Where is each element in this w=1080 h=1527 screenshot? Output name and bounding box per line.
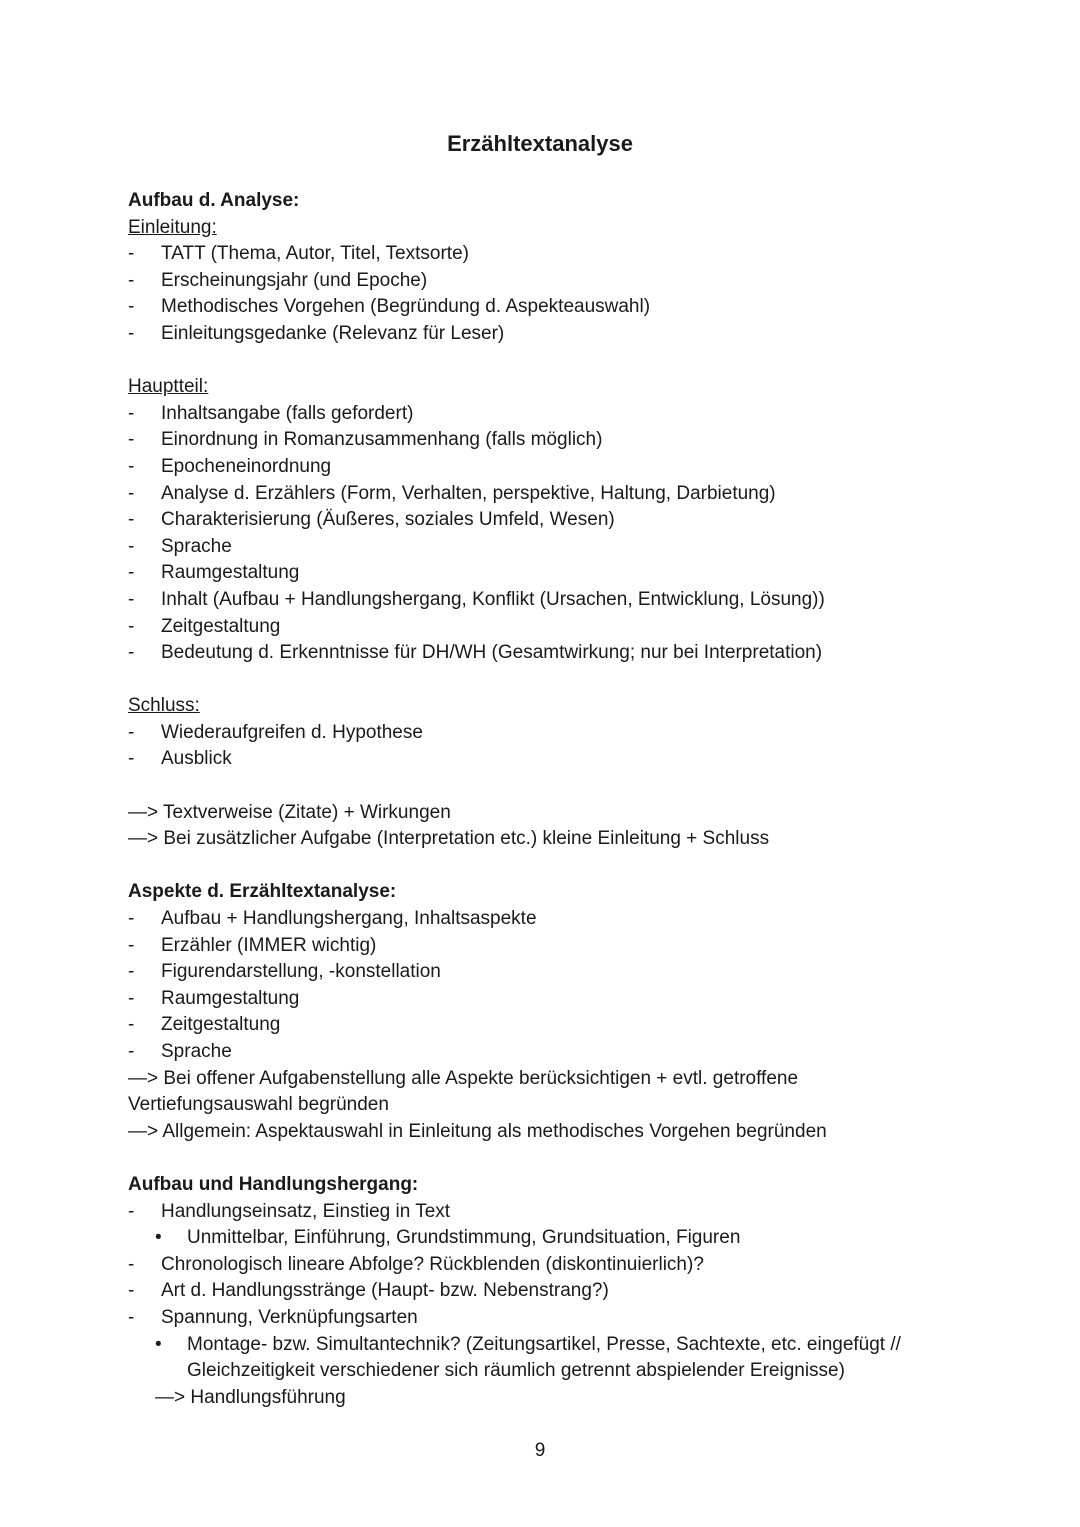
list-item: - Zeitgestaltung <box>128 1014 281 1036</box>
arrow-note-continuation: Vertiefungsauswahl begründen <box>128 1094 389 1116</box>
list-item: - Sprache <box>128 1041 232 1062</box>
arrow-note: —> Bei offener Aufgabenstellung alle Aspekte berücksichtigen + evtl. getroffene <box>128 1067 799 1089</box>
list-item: - Epocheneinordnung <box>128 455 332 477</box>
list-item: - Einordnung in Romanzusammenhang (falls möglich) <box>128 429 603 451</box>
sub-list-item: • Unmittelbar, Einführung, Grundstimmung, Grundsituation, Figuren <box>128 1225 948 1252</box>
bullet-icon: • <box>155 1333 162 1355</box>
page-number: 9 <box>534 1440 546 1461</box>
arrow-note: —> Bei zusätzlicher Aufgabe (Interpretation etc.) kleine Einleitung + Schluss <box>128 828 770 850</box>
section-heading-aufbau: Aufbau d. Analyse: <box>128 190 300 211</box>
list-item: - Erscheinungsjahr (und Epoche) <box>128 269 428 291</box>
page-title: Erzähltextanalyse <box>447 131 633 156</box>
list-item: - Einleitungsgedanke (Relevanz für Leser) <box>128 322 505 344</box>
list-item: - Chronologisch lineare Abfolge? Rückblenden (diskontinuierlich)? <box>128 1253 704 1275</box>
list-item: - Aufbau + Handlungshergang, Inhaltsaspekte <box>128 908 537 930</box>
section-heading-handlung: Aufbau und Handlungshergang: <box>128 1173 419 1195</box>
list-item: - Raumgestaltung <box>128 987 300 1009</box>
arrow-note: —> Allgemein: Aspektauswahl in Einleitung als methodisches Vorgehen begründen <box>128 1120 827 1142</box>
list-item: - TATT (Thema, Autor, Titel, Textsorte) <box>128 243 469 265</box>
list-item: - Methodisches Vorgehen (Begründung d. Aspekteauswahl) <box>128 296 651 318</box>
list-item: - Raumgestaltung <box>128 562 300 584</box>
bullet-icon: • <box>155 1227 162 1249</box>
document-content <box>128 188 948 1411</box>
sub-list-item: • Montage- bzw. Simultantechnik? (Zeitungsartikel, Presse, Sachtexte, etc. eingefügt // <box>128 1332 948 1359</box>
section-heading-aspekte: Aspekte d. Erzähltextanalyse: <box>128 881 397 903</box>
list-item: - Zeitgestaltung <box>128 615 281 637</box>
list-item: - Analyse d. Erzählers (Form, Verhalten, perspektive, Haltung, Darbietung) <box>128 482 776 504</box>
list-item: - Inhalt (Aufbau + Handlungshergang, Konflikt (Ursachen, Entwicklung, Lösung)) <box>128 588 825 610</box>
arrow-note: —> Textverweise (Zitate) + Wirkungen <box>128 801 451 823</box>
list-item: - Charakterisierung (Äußeres, soziales Umfeld, Wesen) <box>128 509 615 531</box>
list-item: - Inhaltsangabe (falls gefordert) <box>128 402 414 424</box>
list-item: - Ausblick <box>128 748 232 770</box>
list-item: - Handlungseinsatz, Einstieg in Text <box>128 1200 451 1222</box>
list-item: - Spannung, Verknüpfungsarten <box>128 1306 418 1328</box>
subheading-schluss: Schluss: <box>128 695 200 717</box>
sub-list-item-continuation: Gleichzeitigkeit verschiedener sich räumlich getrennt abspielender Ereignisse) <box>187 1360 845 1382</box>
list-item: - Erzähler (IMMER wichtig) <box>128 934 377 956</box>
list-item: - Figurendarstellung, -konstellation <box>128 961 441 983</box>
list-item: - Art d. Handlungsstränge (Haupt- bzw. Nebenstrang?) <box>128 1280 609 1302</box>
arrow-note: —> Handlungsführung <box>155 1386 346 1408</box>
list-item: - Bedeutung d. Erkenntnisse für DH/WH (Gesamtwirkung; nur bei Interpretation) <box>128 642 823 664</box>
list-item: - Wiederaufgreifen d. Hypothese <box>128 721 423 743</box>
list-item: - Sprache <box>128 535 232 557</box>
subheading-hauptteil: Hauptteil: <box>128 376 209 398</box>
subheading-einleitung: Einleitung: <box>128 216 217 238</box>
